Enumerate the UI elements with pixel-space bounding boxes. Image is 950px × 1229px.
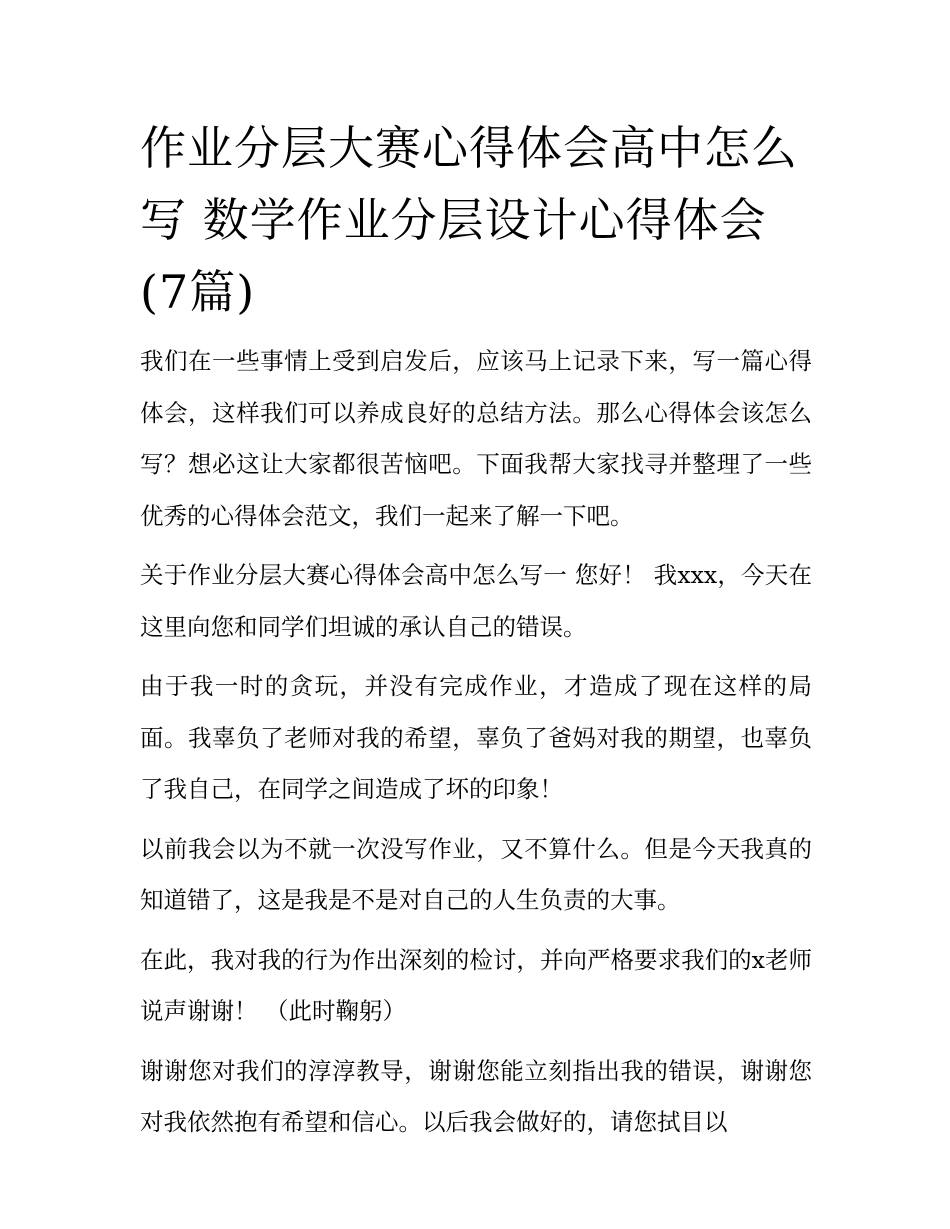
- paragraph-apology: 在此，我对我的行为作出深刻的检讨，并向严格要求我们的x老师说声谢谢！ （此时鞠躬）: [140, 945, 812, 1025]
- document-body: [140, 112, 812, 1149]
- paragraph-reason: 由于我一时的贪玩，并没有完成作业，才造成了现在这样的局面。我辜负了老师对我的希望，辜负了爸妈对我的期望，也辜负了我自己，在同学之间造成了坏的印象！: [140, 672, 812, 803]
- paragraph-thanks: 谢谢您对我们的淳淳教导，谢谢您能立刻指出我的错误，谢谢您对我依然抱有希望和信心。以后我会做好的，请您拭目以: [140, 1056, 812, 1136]
- paragraph-greeting: 关于作业分层大赛心得体会高中怎么写一 您好！ 我xxx，今天在这里向您和同学们坦诚的承认自己的错误。: [140, 561, 812, 641]
- document-title: 作业分层大赛心得体会高中怎么写 数学作业分层设计心得体会(7篇): [140, 121, 798, 319]
- paragraph-realization: 以前我会以为不就一次没写作业，又不算什么。但是今天我真的知道错了，这是我是不是对自己的人生负责的大事。: [140, 834, 812, 914]
- paragraph-intro: 我们在一些事情上受到启发后，应该马上记录下来，写一篇心得体会，这样我们可以养成良好的总结方法。那么心得体会该怎么写？想必这让大家都很苦恼吧。下面我帮大家找寻并整理了一些优秀的心得体会范文，我们一起来了解一下吧。: [140, 347, 812, 530]
